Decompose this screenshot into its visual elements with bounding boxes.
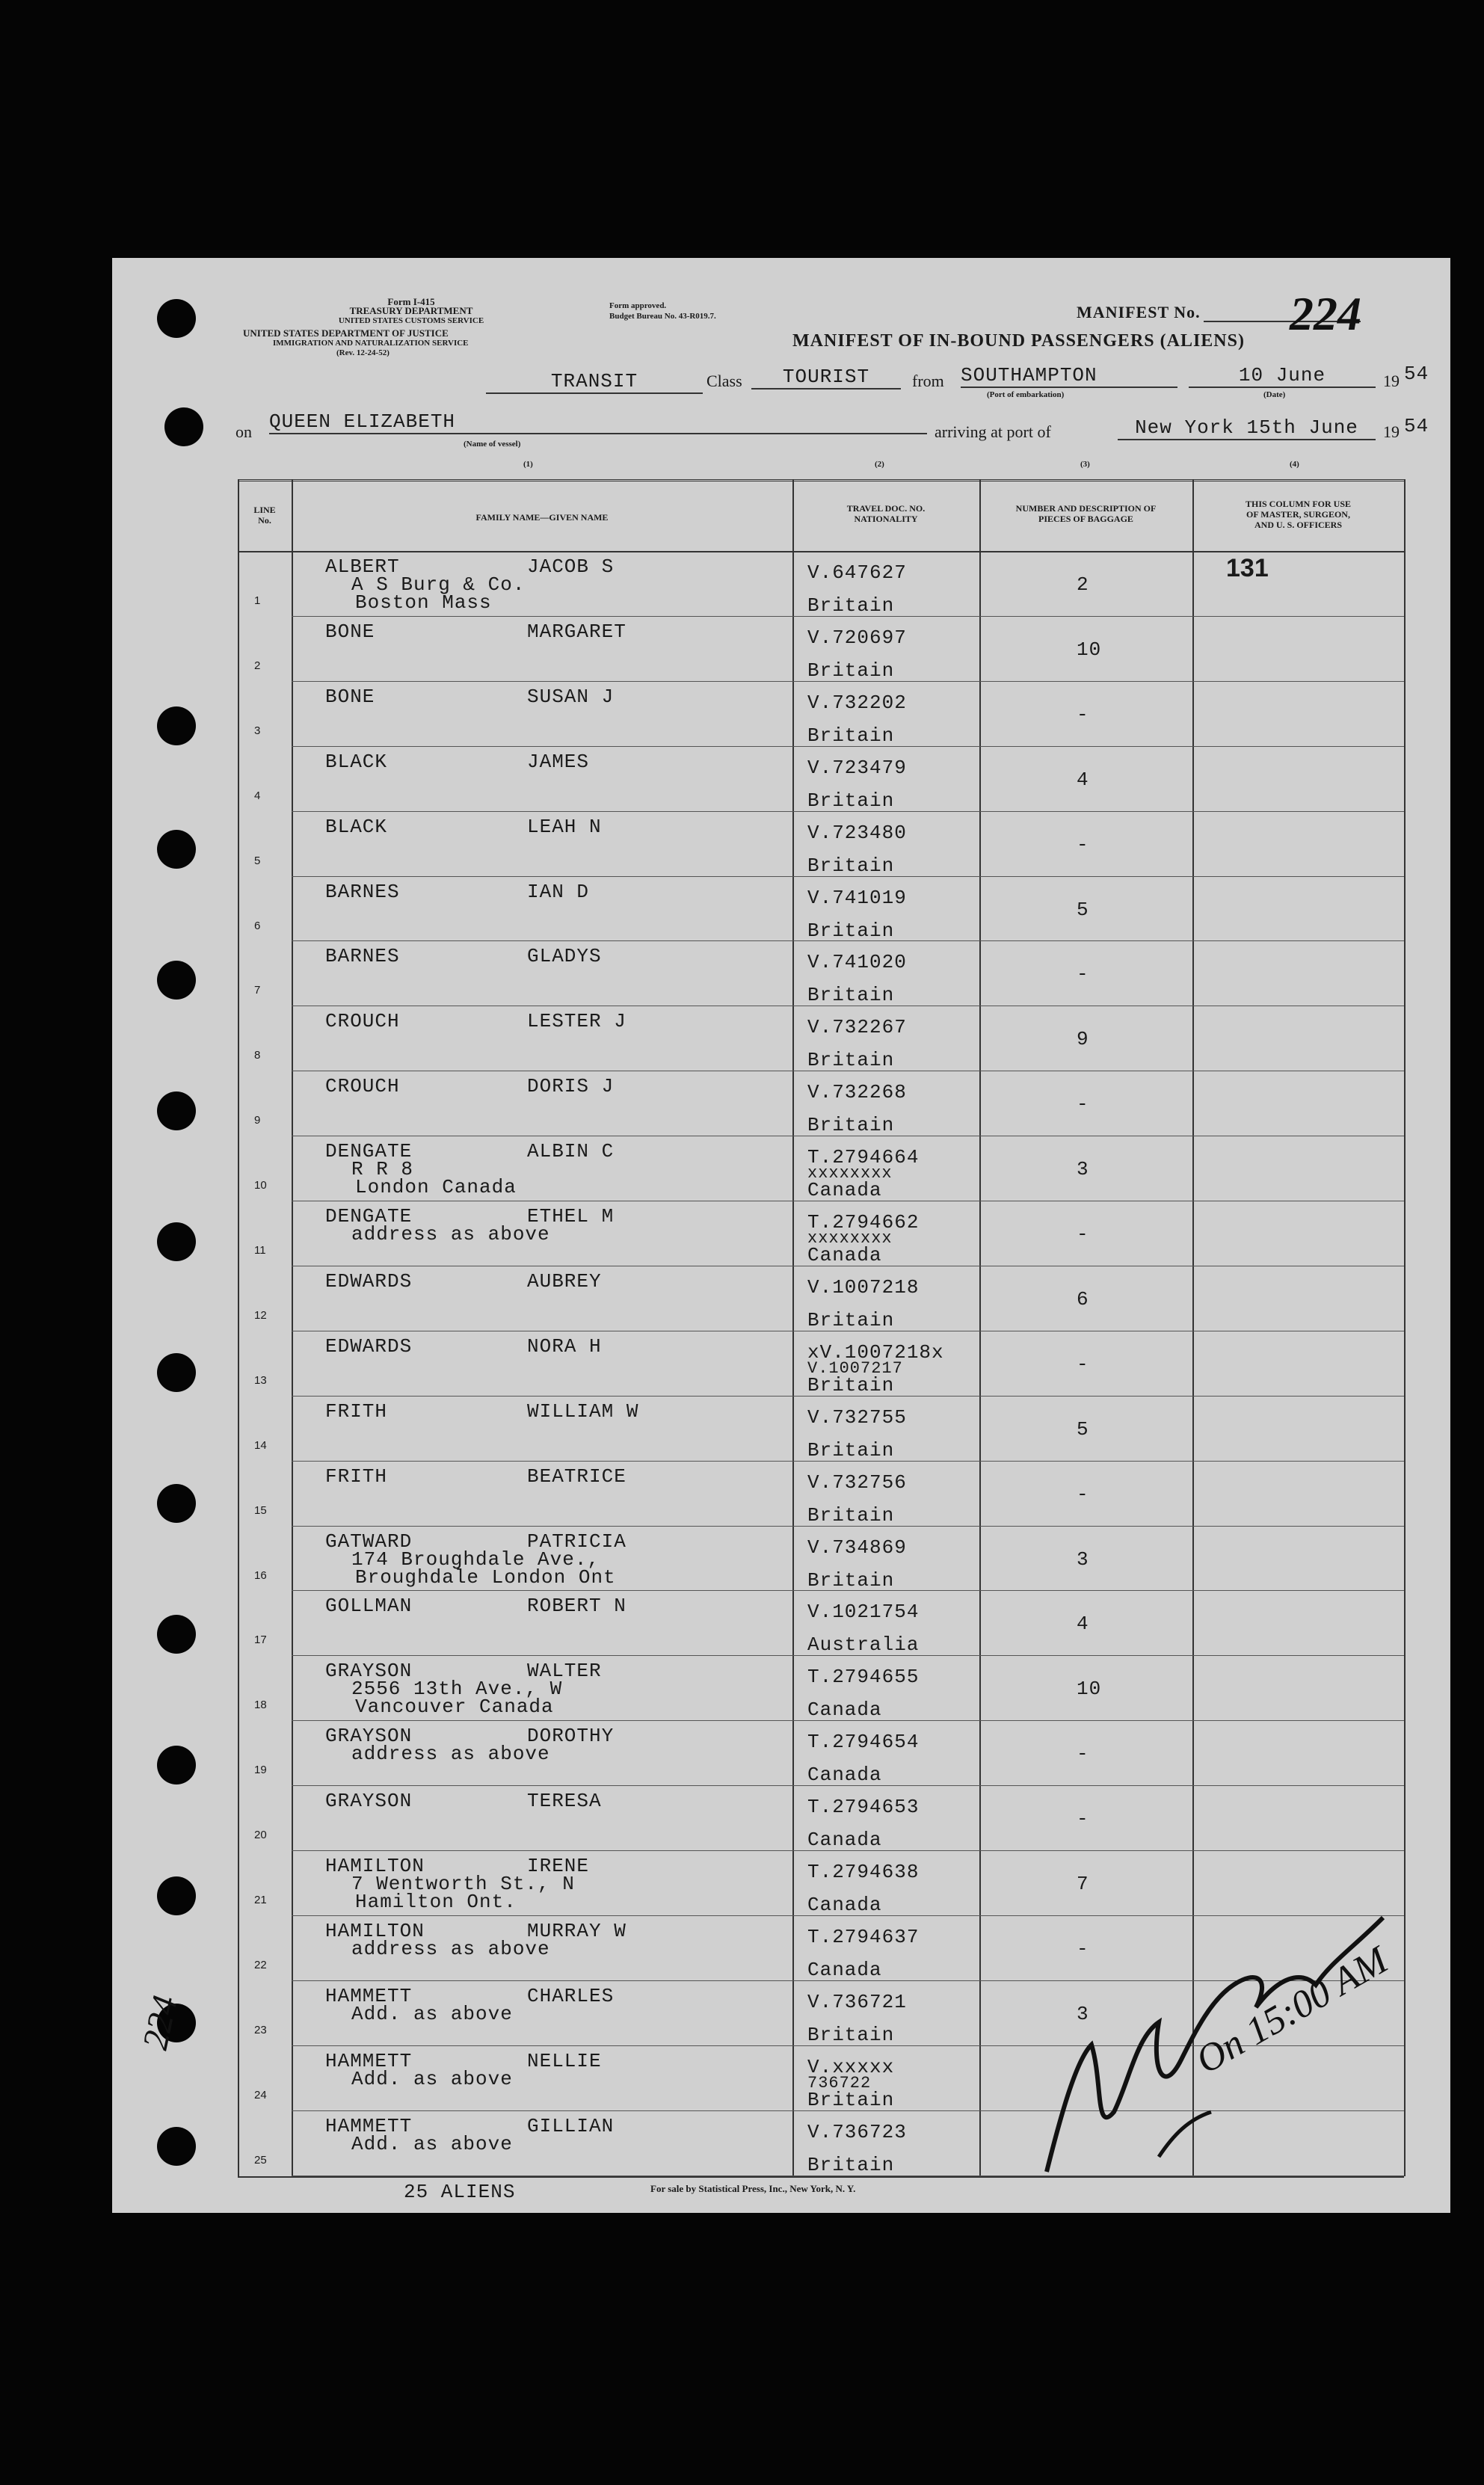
travel-doc-number: V.734869 [807, 1536, 907, 1559]
table-left-border [238, 479, 239, 2176]
row-line-number: 17 [254, 1633, 267, 1646]
table-header-border [238, 551, 1404, 552]
baggage-count: 10 [1077, 1678, 1102, 1700]
nationality: Canada [807, 1959, 882, 1981]
form-number: Form I-415 [387, 296, 435, 307]
col-divider-name [792, 479, 794, 2176]
passenger-given-name: IAN D [527, 881, 590, 903]
punch-hole [157, 1222, 196, 1261]
travel-doc-number: T.2794653 [807, 1796, 920, 1818]
baggage-count: - [1077, 1743, 1089, 1765]
nationality: Canada [807, 1894, 882, 1916]
punch-hole [157, 830, 196, 869]
nationality: Canada [807, 1244, 882, 1266]
passenger-address-line1: R R 8 [351, 1158, 414, 1180]
nationality: Britain [807, 854, 895, 877]
row-line-number: 3 [254, 724, 261, 737]
baggage-count: - [1077, 963, 1089, 985]
travel-doc-number-alt: xxxxxxxx [807, 1229, 893, 1248]
passenger-family-name: BONE [325, 686, 375, 708]
row-line-number: 6 [254, 920, 261, 932]
passenger-family-name: FRITH [325, 1465, 388, 1488]
passenger-family-name: GATWARD [325, 1530, 413, 1553]
passenger-given-name: MURRAY W [527, 1920, 626, 1942]
passenger-given-name: IRENE [527, 1855, 590, 1877]
passenger-family-name: DENGATE [325, 1205, 413, 1228]
vessel-name: QUEEN ELIZABETH [269, 410, 927, 434]
treasury-dept: TREASURY DEPARTMENT [349, 305, 473, 316]
passenger-given-name: NELLIE [527, 2050, 602, 2072]
passenger-given-name: BEATRICE [527, 1465, 626, 1488]
passenger-given-name: PATRICIA [527, 1530, 626, 1553]
baggage-count: 3 [1077, 1158, 1089, 1180]
nationality: Canada [807, 1179, 882, 1201]
class-value: TOURIST [751, 366, 901, 389]
col-header-officers: THIS COLUMN FOR USE OF MASTER, SURGEON, AND U. S. OFFICERS [1245, 499, 1352, 530]
punch-hole [157, 1876, 196, 1915]
travel-doc-number: V.732267 [807, 1016, 907, 1038]
passenger-given-name: DOROTHY [527, 1725, 615, 1747]
passenger-family-name: GRAYSON [325, 1725, 413, 1747]
row-line-number: 21 [254, 1894, 267, 1906]
row-line-number: 1 [254, 594, 261, 607]
baggage-count: - [1077, 1093, 1089, 1115]
passenger-given-name: TERESA [527, 1790, 602, 1812]
travel-doc-number: T.2794662 [807, 1211, 920, 1234]
row-line-number: 5 [254, 854, 261, 867]
row-line-number: 24 [254, 2089, 267, 2101]
baggage-count: 5 [1077, 899, 1089, 921]
passenger-family-name: CROUCH [325, 1010, 400, 1032]
arrival-port-date: New York 15th June [1118, 416, 1376, 440]
travel-doc-number: V.723479 [807, 757, 907, 779]
row-line-number: 15 [254, 1504, 267, 1517]
margin-number: 224 [135, 1992, 185, 2054]
nationality: Britain [807, 984, 895, 1006]
passenger-address-line2: Broughdale London Ont [355, 1566, 616, 1589]
col-num-3: (3) [1080, 460, 1090, 469]
punch-hole [157, 1615, 196, 1654]
travel-doc-number: T.2794637 [807, 1926, 920, 1948]
ins-label: IMMIGRATION AND NATURALIZATION SERVICE [273, 339, 469, 348]
class-label: Class [706, 372, 742, 390]
passenger-given-name: ALBIN C [527, 1140, 615, 1163]
rev-label: (Rev. 12-24-52) [336, 348, 390, 357]
nationality: Britain [807, 1569, 895, 1592]
form-approved: Form approved. [609, 301, 667, 310]
passenger-address-line1: Add. as above [351, 2133, 513, 2155]
passenger-family-name: BARNES [325, 881, 400, 903]
row-line-number: 11 [254, 1244, 266, 1257]
baggage-count: 5 [1077, 1418, 1089, 1441]
passenger-address-line1: 174 Broughdale Ave., [351, 1548, 600, 1571]
punch-hole [157, 1484, 196, 1523]
year-prefix: 19 [1383, 372, 1400, 390]
travel-doc-number: V.720697 [807, 626, 907, 649]
arrival-year-prefix: 19 [1383, 422, 1400, 441]
passenger-family-name: HAMMETT [325, 2115, 413, 2137]
row-line-number: 10 [254, 1179, 267, 1192]
baggage-count: - [1077, 834, 1089, 856]
passenger-given-name: WALTER [527, 1660, 602, 1682]
nationality: Britain [807, 1504, 895, 1527]
passenger-family-name: GRAYSON [325, 1790, 413, 1812]
travel-doc-number: T.2794655 [807, 1666, 920, 1688]
row-line-number: 14 [254, 1439, 267, 1452]
col-num-1: (1) [523, 460, 533, 469]
nationality: Britain [807, 920, 895, 942]
row-line-number: 19 [254, 1764, 267, 1776]
embark-date: 10 June [1189, 364, 1376, 388]
travel-doc-number-alt: 736722 [807, 2074, 872, 2093]
travel-doc-number: T.2794638 [807, 1861, 920, 1883]
signature-note: On 15:00 AM [1189, 1939, 1395, 2083]
punch-hole [157, 2127, 196, 2166]
passenger-address-line1: 7 Wentworth St., N [351, 1873, 575, 1895]
from-value: SOUTHAMPTON [961, 364, 1177, 388]
passenger-given-name: LEAH N [527, 816, 602, 838]
passenger-given-name: DORIS J [527, 1075, 615, 1097]
passenger-address-line1: A S Burg & Co. [351, 573, 526, 596]
nationality: Canada [807, 1764, 882, 1786]
baggage-count: 3 [1077, 1548, 1089, 1571]
passenger-given-name: LESTER J [527, 1010, 626, 1032]
nationality: Britain [807, 1309, 895, 1331]
passenger-family-name: FRITH [325, 1400, 388, 1423]
col-num-2: (2) [875, 460, 884, 469]
punch-hole [157, 961, 196, 1000]
travel-doc-number: V.xxxxx [807, 2056, 895, 2078]
punch-hole [157, 1746, 196, 1785]
passenger-family-name: DENGATE [325, 1140, 413, 1163]
passenger-address-line1: 2556 13th Ave., W [351, 1678, 563, 1700]
col-header-travel: TRAVEL DOC. NO. NATIONALITY [846, 503, 926, 524]
passenger-family-name: HAMILTON [325, 1920, 425, 1942]
passenger-address-line2: Boston Mass [355, 591, 492, 614]
row-line-number: 25 [254, 2154, 267, 2167]
punch-hole [157, 299, 196, 338]
passenger-given-name: JACOB S [527, 555, 615, 578]
baggage-count: 4 [1077, 1613, 1089, 1635]
passenger-given-name: NORA H [527, 1335, 602, 1358]
nationality: Britain [807, 2089, 895, 2111]
nationality: Britain [807, 2024, 895, 2046]
passenger-address-line1: Add. as above [351, 2068, 513, 2090]
baggage-count: 2 [1077, 573, 1089, 596]
passenger-family-name: BLACK [325, 816, 388, 838]
total-aliens: 25 ALIENS [404, 2181, 516, 2203]
passenger-given-name: WILLIAM W [527, 1400, 639, 1423]
nationality: Britain [807, 724, 895, 747]
passenger-address-line1: address as above [351, 1743, 550, 1765]
passenger-given-name: MARGARET [527, 621, 626, 643]
travel-doc-number: V.736721 [807, 1991, 907, 2013]
year-value: 54 [1404, 363, 1429, 385]
passenger-family-name: BLACK [325, 751, 388, 773]
passenger-family-name: HAMILTON [325, 1855, 425, 1877]
col-header-name: FAMILY NAME—GIVEN NAME [475, 512, 609, 523]
punch-hole [157, 706, 196, 745]
baggage-count: - [1077, 1353, 1089, 1376]
baggage-count: - [1077, 1483, 1089, 1506]
passenger-given-name: GLADYS [527, 945, 602, 967]
passenger-address-line2: London Canada [355, 1176, 517, 1198]
passenger-family-name: GRAYSON [325, 1660, 413, 1682]
travel-doc-number: T.2794654 [807, 1731, 920, 1753]
nationality: Canada [807, 1829, 882, 1851]
nationality: Australia [807, 1633, 920, 1656]
travel-doc-number: V.1007218 [807, 1276, 920, 1299]
passenger-family-name: GOLLMAN [325, 1595, 413, 1617]
transit-label: TRANSIT [486, 370, 703, 394]
vessel-caption: (Name of vessel) [464, 440, 521, 449]
arriving-label: arriving at port of [935, 422, 1051, 441]
punch-hole [164, 407, 203, 446]
nationality: Britain [807, 789, 895, 812]
baggage-count: - [1077, 703, 1089, 726]
passenger-given-name: CHARLES [527, 1985, 615, 2007]
manifest-label: MANIFEST No. [1077, 303, 1201, 321]
nationality: Britain [807, 1049, 895, 1071]
travel-doc-number: T.2794664 [807, 1146, 920, 1168]
on-label: on [235, 422, 252, 441]
passenger-given-name: AUBREY [527, 1270, 602, 1293]
punch-hole [157, 1353, 196, 1392]
travel-doc-number: V.1021754 [807, 1601, 920, 1623]
nationality: Britain [807, 2154, 895, 2176]
row-line-number: 8 [254, 1049, 261, 1062]
travel-doc-number: V.741019 [807, 887, 907, 909]
travel-doc-number: xV.1007218x [807, 1341, 944, 1364]
travel-doc-number: V.647627 [807, 561, 907, 584]
arrival-year: 54 [1404, 415, 1429, 437]
passenger-family-name: EDWARDS [325, 1270, 413, 1293]
printer-note: For sale by Statistical Press, Inc., New York, N. Y. [650, 2183, 856, 2194]
travel-doc-number: V.732756 [807, 1471, 907, 1494]
row-line-number: 2 [254, 659, 261, 672]
passenger-family-name: EDWARDS [325, 1335, 413, 1358]
passenger-address-line1: address as above [351, 1223, 550, 1245]
customs-service: UNITED STATES CUSTOMS SERVICE [338, 316, 484, 325]
passenger-family-name: ALBERT [325, 555, 400, 578]
nationality: Britain [807, 659, 895, 682]
passenger-given-name: JAMES [527, 751, 590, 773]
nationality: Britain [807, 594, 895, 617]
row-line-number: 9 [254, 1114, 261, 1127]
passenger-address-line2: Vancouver Canada [355, 1696, 554, 1718]
date-caption: (Date) [1263, 390, 1286, 399]
budget-bureau: Budget Bureau No. 43-R019.7. [609, 312, 716, 321]
table-top-border [238, 479, 1404, 481]
manifest-number: 224 [1290, 287, 1361, 340]
nationality: Canada [807, 1699, 882, 1721]
baggage-count: 7 [1077, 1873, 1089, 1895]
baggage-count: - [1077, 1223, 1089, 1245]
passenger-given-name: ROBERT N [527, 1595, 626, 1617]
row-line-number: 22 [254, 1959, 267, 1971]
row-line-number: 4 [254, 789, 261, 802]
baggage-count: 6 [1077, 1288, 1089, 1311]
travel-doc-number: V.741020 [807, 951, 907, 973]
port-embarkation-caption: (Port of embarkation) [987, 390, 1065, 399]
justice-dept: UNITED STATES DEPARTMENT OF JUSTICE [243, 327, 449, 339]
travel-doc-number-alt: xxxxxxxx [807, 1164, 893, 1183]
col-header-line: LINE No. [253, 505, 276, 526]
baggage-count: 3 [1077, 2003, 1089, 2025]
row-line-number: 23 [254, 2024, 267, 2036]
row-line-number: 7 [254, 984, 261, 997]
baggage-count: - [1077, 1938, 1089, 1960]
passenger-family-name: BONE [325, 621, 375, 643]
col-divider-line [292, 479, 293, 2176]
officer-entry: 131 [1226, 554, 1269, 582]
row-line-number: 18 [254, 1699, 267, 1711]
punch-hole [157, 1091, 196, 1130]
travel-doc-number: V.723480 [807, 822, 907, 844]
passenger-family-name: HAMMETT [325, 1985, 413, 2007]
col-divider-travel [979, 479, 981, 2176]
manifest-title: MANIFEST OF IN-BOUND PASSENGERS (ALIENS) [792, 331, 1245, 351]
nationality: Britain [807, 1374, 895, 1397]
from-label: from [912, 372, 944, 390]
manifest-page [112, 258, 1450, 2213]
passenger-family-name: HAMMETT [325, 2050, 413, 2072]
nationality: Britain [807, 1114, 895, 1136]
row-line-number: 16 [254, 1569, 267, 1582]
travel-doc-number: V.732202 [807, 692, 907, 714]
passenger-given-name: GILLIAN [527, 2115, 615, 2137]
travel-doc-number: V.732268 [807, 1081, 907, 1103]
travel-doc-number: V.736723 [807, 2121, 907, 2143]
travel-doc-number: V.732755 [807, 1406, 907, 1429]
travel-doc-number-alt: V.1007217 [807, 1359, 903, 1378]
passenger-address-line1: address as above [351, 1938, 550, 1960]
passenger-family-name: CROUCH [325, 1075, 400, 1097]
nationality: Britain [807, 1439, 895, 1462]
row-line-number: 20 [254, 1829, 267, 1841]
signature-stroke [1159, 2112, 1211, 2157]
row-line-number: 13 [254, 1374, 267, 1387]
baggage-count: 4 [1077, 769, 1089, 791]
baggage-count: - [1077, 1808, 1089, 1830]
col-header-baggage: NUMBER AND DESCRIPTION OF PIECES OF BAGGAGE [1015, 503, 1157, 524]
passenger-given-name: ETHEL M [527, 1205, 615, 1228]
baggage-count: 10 [1077, 638, 1102, 661]
row-line-number: 12 [254, 1309, 267, 1322]
passenger-address-line2: Hamilton Ont. [355, 1891, 517, 1913]
passenger-given-name: SUSAN J [527, 686, 615, 708]
baggage-count: 9 [1077, 1028, 1089, 1050]
passenger-family-name: BARNES [325, 945, 400, 967]
col-num-4: (4) [1290, 460, 1299, 469]
passenger-address-line1: Add. as above [351, 2003, 513, 2025]
